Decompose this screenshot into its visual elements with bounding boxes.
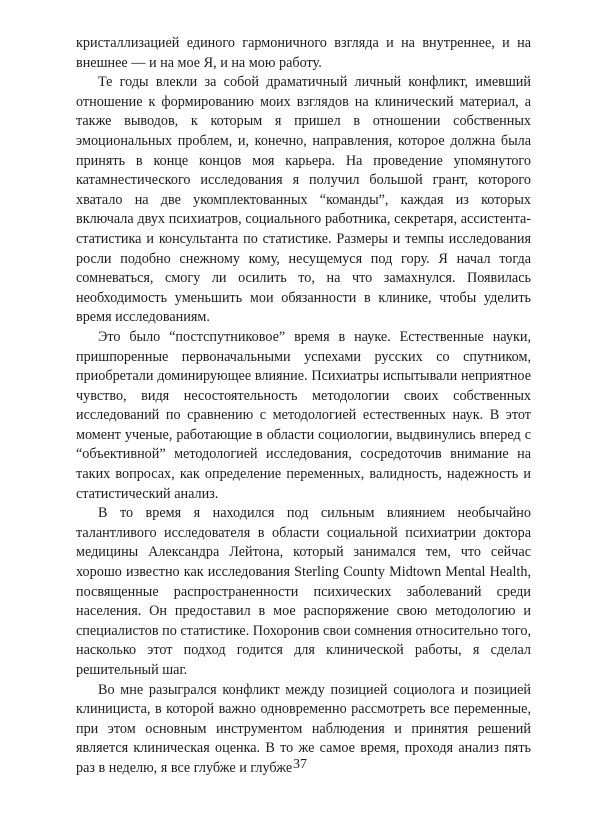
paragraph-2: Те годы влекли за собой драматичный личный конфликт, имевший отношение к формированию моих взглядов на клинический материал, а также выводов, к которым я пришел в отношении собственных эмоциональных проблем, и, конечно, направления, которое должна была принять в конце концов моя карьера. На проведение упомянутого катамнестического исследования я получил большой грант, которого хватало на две укомплектованных “команды”, каждая из которых включала двух психиатров, социального работника, секретаря, ассистента-статистика и консультанта по статистике. Размеры и темпы исследования росли подобно снежному кому, несущемуся под гору. Я начал тогда сомневаться, смогу ли осилить то, на что замахнулся. Появилась необходимость уменьшить мои обязанности в клинике, чтобы уделить время исследованиям. [76, 74, 531, 326]
page-number: 37 [293, 757, 307, 772]
paragraph-3: Это было “постспутниковое” время в науке. Естественные науки, пришпоренные первоначальными успехами русских со спутником, приобретали доминирующее влияние. Психиатры испытывали неприятное чувство, видя несостоятельность методологии своих собственных исследований по сравнению с методологией естественных наук. В этот момент ученые, работающие в области социологии, выдвинулись вперед с “объективной” методологией исследования, сосредоточив внимание на таких вопросах, как определение переменных, валидность, надежность и статистический анализ. [76, 328, 531, 502]
paragraph-1: кристаллизацией единого гармоничного взгляда и на внутреннее, и на внешнее — и на мое Я, и на мою работу. [76, 35, 531, 71]
paragraph-5: Во мне разыгрался конфликт между позицией социолога и позицией клинициста, в которой важно одновременно рассмотреть все переменные, при этом основным инструментом наблюдения и принятия решений является клиническая оценка. В то же самое время, проходя анализ пять раз в неделю, я все глубже и глубже [76, 681, 531, 776]
paragraph-4: В то время я находился под сильным влиянием необычайно талантливого исследователя в области социальной психиатрии доктора медицины Александра Лейтона, который занимался тем, что сейчас хорошо известно как исследования Sterling County Midtown Mental Health, посвященные распространенности психических заболеваний среди населения. Он предоставил в мое распоряжение свою методологию и специалистов по статистике. Похоронив свои сомнения относительно того, насколько этот подход годится для клинической работы, я сделал решительный шаг. [76, 505, 531, 678]
body-text [76, 34, 531, 779]
